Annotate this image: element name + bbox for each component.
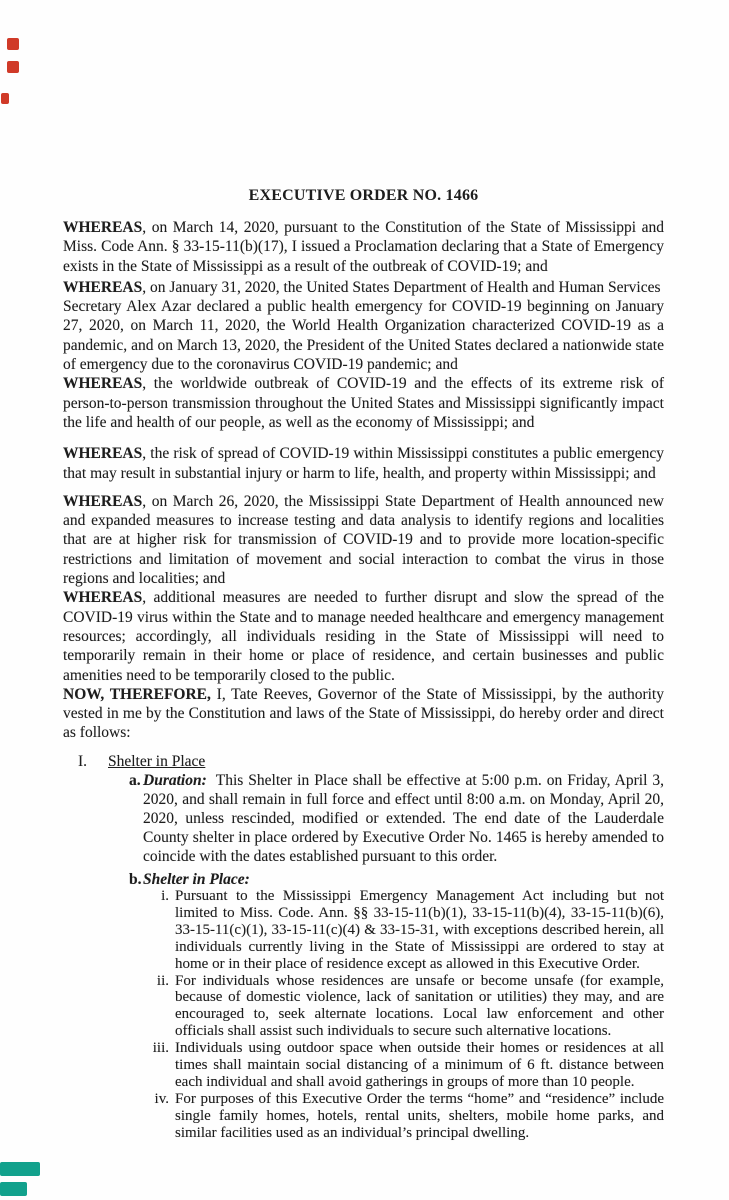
roman-item-iii — [63, 1040, 664, 1091]
paragraph-text: , additional measures are needed to further disrupt and slow the spread of the COVID-19 virus within the State and to manage needed healthcare and emergency management resources; accordingly, all individuals residing in the State of Mississippi will need to temporarily remain in their home or place of residence, and certain businesses and public amenities need to be temporarily closed to the public. — [63, 589, 664, 684]
list-item-b-shelter — [63, 871, 664, 888]
whereas-lead: WHEREAS — [63, 492, 143, 510]
item-b-marker: b. — [129, 871, 142, 889]
item-b-lead: Shelter in Place: — [143, 871, 250, 889]
teal-scan-mark — [0, 1182, 27, 1196]
item-a-marker: a. — [129, 772, 141, 790]
therefore-paragraph — [63, 685, 664, 743]
roman-item-ii-text: For individuals whose residences are unsafe or become unsafe (for example, because of domestic violence, lack of sanitation or utilities) they may, and are encouraged to, seek alternate locations. Local law enforcement and other officials shall assist such individuals to secure such alternative locations. — [175, 972, 664, 1040]
roman-item-ii — [63, 973, 664, 1041]
paragraph-text: Secretary Alex Azar declared a public health emergency for COVID-19 beginning on January 27, 2020, on March 11, 2020, the World Health Organization characterized COVID-19 as a pandemic, and on March 13, 2020, the President of the United States declared a nationwide state of emergency due to the coronavirus COVID-19 pandemic; and — [63, 298, 664, 374]
section-1-heading — [63, 752, 664, 771]
roman-item-iv-text: For purposes of this Executive Order the terms “home” and “residence” include single family homes, hotels, rental units, shelters, mobile home parks, and similar facilities used as an individual’s principal dwelling. — [175, 1090, 664, 1141]
roman-item-i — [63, 888, 664, 973]
paragraph-text: , the risk of spread of COVID-19 within Mississippi constitutes a public emergency that may result in substantial injury or harm to life, health, and property within Mississippi; and — [63, 445, 664, 482]
whereas-paragraph-1 — [63, 218, 664, 276]
whereas-lead: WHEREAS — [63, 589, 143, 607]
item-a-lead: Duration: — [143, 772, 207, 790]
paragraph-text: , on March 26, 2020, the Mississippi State Department of Health announced new and expanded measures to increase testing and data analysis to identify regions and localities that are at higher risk for transmission of COVID-19 and to provide more location-specific restrictions and limitation of movement and social interaction to combat the virus in those regions and localities; and — [63, 492, 664, 588]
roman-item-iv-marker: iv. — [154, 1090, 169, 1107]
whereas-paragraph-6 — [63, 588, 664, 684]
paragraph-text: , on January 31, 2020, the United States Department of Health and Human Services — [142, 278, 661, 296]
section-1-number: I. — [78, 752, 88, 770]
whereas-lead: WHEREAS — [63, 219, 143, 236]
paragraph-text: , on March 14, 2020, pursuant to the Constitution of the State of Mississippi and Miss. Code Ann. § 33-15-11(b)(17), I issued a Proclamation declaring that a State of Emergency exists in the State of Mississippi as a result of the outbreak of COVID-19; and — [63, 219, 664, 275]
roman-item-iv — [63, 1091, 664, 1142]
red-scan-mark — [7, 61, 19, 73]
whereas-paragraph-4 — [63, 444, 664, 483]
roman-item-ii-marker: ii. — [156, 972, 169, 989]
whereas-lead: WHEREAS — [63, 375, 143, 393]
roman-item-iii-marker: iii. — [152, 1040, 169, 1057]
red-scan-mark — [1, 93, 9, 104]
roman-item-iii-text: Individuals using outdoor space when outside their homes or residences at all times shall maintain social distancing of a minimum of 6 ft. distance between each individual and shall avoid gatherings in groups of more than 10 people. — [175, 1040, 664, 1090]
whereas-lead: WHEREAS — [63, 278, 143, 296]
item-a-text: This Shelter in Place shall be effective at 5:00 p.m. on Friday, April 3, 2020, and shall remain in full force and effect until 8:00 a.m. on Monday, April 20, 2020, unless rescinded, modified or extended. The end date of the Lauderdale County shelter in place ordered by Executive Order No. 1465 is hereby amended to coincide with the dates established pursuant to this order. — [143, 772, 664, 866]
therefore-lead: NOW, THEREFORE, — [63, 685, 211, 703]
whereas-lead: WHEREAS — [63, 445, 143, 463]
paragraph-text: , the worldwide outbreak of COVID-19 and the effects of its extreme risk of person-to-person transmission throughout the United States and Mississippi significantly impact the life and health of our people, as well as the economy of Mississippi; and — [63, 375, 664, 431]
red-scan-mark — [7, 38, 19, 50]
document-title: EXECUTIVE ORDER NO. 1466 — [248, 187, 479, 204]
section-1-title: Shelter in Place — [108, 752, 206, 770]
whereas-paragraph-5 — [63, 492, 664, 588]
roman-item-i-text: Pursuant to the Mississippi Emergency Management Act including but not limited to Miss. Code. Ann. §§ 33-15-11(b)(1), 33-15-11(b)(4), 33-15-11(b)(6), 33-15-11(c)(1), 33-15-11(c)(4) & 33-15-31, with exceptions described herein, all individuals currently living in the State of Mississippi are ordered to stay at home or in their place of residence except as allowed in this Executive Order. — [175, 888, 664, 972]
document-content — [63, 186, 664, 1142]
whereas-paragraph-2 — [63, 278, 664, 374]
roman-item-i-marker: i. — [161, 888, 169, 905]
teal-scan-mark — [0, 1162, 40, 1176]
whereas-paragraph-3 — [63, 374, 664, 432]
list-item-a-duration — [63, 771, 664, 866]
paragraph-text: I, Tate Reeves, Governor of the State of Mississippi, by the authority vested in me by the Constitution and laws of the State of Mississippi, do hereby order and direct as follows: — [63, 685, 664, 742]
